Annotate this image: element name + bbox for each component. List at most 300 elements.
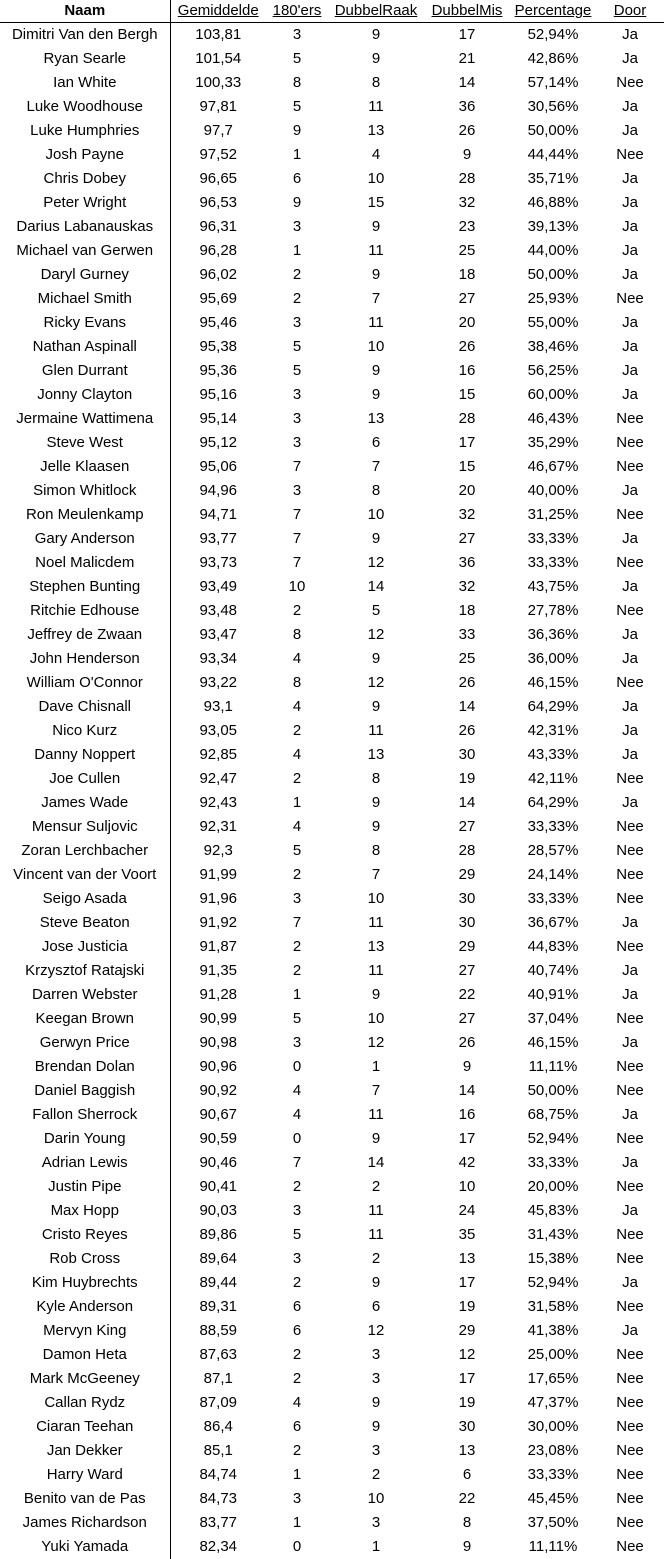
double-miss-cell[interactable]: 28: [458, 170, 476, 187]
average-cell[interactable]: 93,1: [203, 698, 233, 715]
percentage-cell[interactable]: 46,67%: [527, 458, 579, 475]
180s-cell[interactable]: 5: [292, 842, 302, 859]
double-miss-cell[interactable]: 19: [458, 1394, 476, 1411]
double-miss-cell[interactable]: 29: [458, 938, 476, 955]
average-cell[interactable]: 101,54: [195, 50, 242, 67]
double-hit-cell[interactable]: 13: [367, 746, 385, 763]
name-cell[interactable]: Kim Huybrechts: [0, 1271, 170, 1295]
door-cell[interactable]: Nee: [616, 1298, 644, 1315]
door-cell[interactable]: Ja: [622, 578, 638, 595]
column-header-percentage[interactable]: Percentage: [510, 0, 596, 23]
180s-cell[interactable]: 0: [292, 1538, 302, 1555]
double-miss-cell[interactable]: 14: [458, 698, 476, 715]
180s-cell[interactable]: 9: [292, 122, 302, 139]
double-hit-cell[interactable]: 10: [367, 890, 385, 907]
180s-cell[interactable]: 4: [292, 1106, 302, 1123]
door-cell[interactable]: Nee: [616, 938, 644, 955]
name-cell[interactable]: Michael Smith: [0, 287, 170, 311]
180s-cell[interactable]: 1: [292, 794, 302, 811]
name-cell[interactable]: Josh Payne: [0, 143, 170, 167]
double-miss-cell[interactable]: 36: [458, 98, 476, 115]
180s-cell[interactable]: 2: [292, 938, 302, 955]
double-hit-cell[interactable]: 9: [371, 1274, 381, 1291]
name-cell[interactable]: Fallon Sherrock: [0, 1103, 170, 1127]
double-miss-cell[interactable]: 24: [458, 1202, 476, 1219]
percentage-cell[interactable]: 46,43%: [527, 410, 579, 427]
name-cell[interactable]: Jelle Klaasen: [0, 455, 170, 479]
double-hit-cell[interactable]: 7: [371, 458, 381, 475]
door-cell[interactable]: Ja: [622, 170, 638, 187]
average-cell[interactable]: 94,96: [199, 482, 238, 499]
average-cell[interactable]: 92,85: [199, 746, 238, 763]
door-cell[interactable]: Ja: [622, 266, 638, 283]
double-miss-cell[interactable]: 35: [458, 1226, 476, 1243]
double-hit-cell[interactable]: 9: [371, 794, 381, 811]
door-cell[interactable]: Nee: [616, 1346, 644, 1363]
average-cell[interactable]: 90,98: [199, 1034, 238, 1051]
180s-cell[interactable]: 2: [292, 1178, 302, 1195]
double-hit-cell[interactable]: 6: [371, 1298, 381, 1315]
name-cell[interactable]: Gary Anderson: [0, 527, 170, 551]
name-cell[interactable]: Callan Rydz: [0, 1391, 170, 1415]
average-cell[interactable]: 87,63: [199, 1346, 238, 1363]
double-hit-cell[interactable]: 7: [371, 290, 381, 307]
double-miss-cell[interactable]: 17: [458, 434, 476, 451]
180s-cell[interactable]: 2: [292, 962, 302, 979]
name-cell[interactable]: Steve Beaton: [0, 911, 170, 935]
door-cell[interactable]: Ja: [622, 338, 638, 355]
door-cell[interactable]: Ja: [622, 914, 638, 931]
name-cell[interactable]: Jeffrey de Zwaan: [0, 623, 170, 647]
double-hit-cell[interactable]: 3: [371, 1442, 381, 1459]
double-hit-cell[interactable]: 9: [371, 266, 381, 283]
percentage-cell[interactable]: 23,08%: [527, 1442, 579, 1459]
180s-cell[interactable]: 10: [288, 578, 306, 595]
180s-cell[interactable]: 3: [292, 1202, 302, 1219]
average-cell[interactable]: 84,74: [199, 1466, 238, 1483]
double-miss-cell[interactable]: 19: [458, 770, 476, 787]
percentage-cell[interactable]: 47,37%: [527, 1394, 579, 1411]
name-cell[interactable]: Ritchie Edhouse: [0, 599, 170, 623]
double-miss-cell[interactable]: 30: [458, 914, 476, 931]
name-cell[interactable]: Simon Whitlock: [0, 479, 170, 503]
double-hit-cell[interactable]: 11: [368, 1202, 384, 1219]
double-miss-cell[interactable]: 17: [458, 1370, 476, 1387]
average-cell[interactable]: 89,86: [199, 1226, 238, 1243]
percentage-cell[interactable]: 35,71%: [527, 170, 579, 187]
double-miss-cell[interactable]: 18: [458, 602, 476, 619]
door-cell[interactable]: Ja: [622, 122, 638, 139]
180s-cell[interactable]: 2: [292, 602, 302, 619]
double-miss-cell[interactable]: 13: [458, 1250, 476, 1267]
door-cell[interactable]: Ja: [622, 746, 638, 763]
double-hit-cell[interactable]: 8: [371, 482, 381, 499]
column-header-180ers[interactable]: 180'ers: [266, 0, 328, 23]
percentage-cell[interactable]: 33,33%: [527, 818, 579, 835]
average-cell[interactable]: 95,69: [199, 290, 238, 307]
percentage-cell[interactable]: 31,25%: [527, 506, 579, 523]
double-hit-cell[interactable]: 2: [371, 1178, 381, 1195]
door-cell[interactable]: Nee: [616, 554, 644, 571]
double-miss-cell[interactable]: 9: [462, 1058, 472, 1075]
percentage-cell[interactable]: 42,31%: [527, 722, 579, 739]
double-hit-cell[interactable]: 1: [371, 1058, 381, 1075]
180s-cell[interactable]: 7: [292, 506, 302, 523]
double-miss-cell[interactable]: 27: [458, 290, 476, 307]
180s-cell[interactable]: 0: [292, 1058, 302, 1075]
double-hit-cell[interactable]: 8: [371, 770, 381, 787]
double-hit-cell[interactable]: 9: [371, 650, 381, 667]
average-cell[interactable]: 90,67: [199, 1106, 238, 1123]
name-cell[interactable]: Dave Chisnall: [0, 695, 170, 719]
door-cell[interactable]: Nee: [616, 1490, 644, 1507]
double-hit-cell[interactable]: 7: [371, 866, 381, 883]
average-cell[interactable]: 93,34: [199, 650, 238, 667]
door-cell[interactable]: Ja: [622, 386, 638, 403]
door-cell[interactable]: Nee: [616, 866, 644, 883]
name-cell[interactable]: Daniel Baggish: [0, 1079, 170, 1103]
180s-cell[interactable]: 4: [292, 1394, 302, 1411]
double-miss-cell[interactable]: 13: [458, 1442, 476, 1459]
door-cell[interactable]: Nee: [616, 1370, 644, 1387]
average-cell[interactable]: 90,99: [199, 1010, 238, 1027]
double-hit-cell[interactable]: 10: [367, 1490, 385, 1507]
percentage-cell[interactable]: 30,00%: [527, 1418, 579, 1435]
name-cell[interactable]: Justin Pipe: [0, 1175, 170, 1199]
double-hit-cell[interactable]: 11: [368, 1226, 384, 1243]
percentage-cell[interactable]: 44,83%: [527, 938, 579, 955]
name-cell[interactable]: Jose Justicia: [0, 935, 170, 959]
door-cell[interactable]: Ja: [622, 698, 638, 715]
name-cell[interactable]: Jonny Clayton: [0, 383, 170, 407]
door-cell[interactable]: Nee: [616, 1130, 644, 1147]
double-miss-cell[interactable]: 27: [458, 962, 476, 979]
double-hit-cell[interactable]: 9: [371, 530, 381, 547]
percentage-cell[interactable]: 33,33%: [527, 530, 579, 547]
average-cell[interactable]: 87,09: [199, 1394, 238, 1411]
name-cell[interactable]: Luke Humphries: [0, 119, 170, 143]
name-cell[interactable]: Seigo Asada: [0, 887, 170, 911]
percentage-cell[interactable]: 50,00%: [527, 266, 579, 283]
name-cell[interactable]: Dimitri Van den Bergh: [0, 23, 170, 48]
door-cell[interactable]: Ja: [622, 98, 638, 115]
door-cell[interactable]: Nee: [616, 1250, 644, 1267]
180s-cell[interactable]: 3: [292, 1034, 302, 1051]
door-cell[interactable]: Ja: [622, 362, 638, 379]
180s-cell[interactable]: 4: [292, 746, 302, 763]
name-cell[interactable]: Mensur Suljovic: [0, 815, 170, 839]
double-hit-cell[interactable]: 11: [368, 962, 384, 979]
door-cell[interactable]: Nee: [616, 506, 644, 523]
180s-cell[interactable]: 6: [292, 1298, 302, 1315]
percentage-cell[interactable]: 31,43%: [527, 1226, 579, 1243]
door-cell[interactable]: Ja: [622, 530, 638, 547]
percentage-cell[interactable]: 40,00%: [527, 482, 579, 499]
double-hit-cell[interactable]: 3: [371, 1514, 381, 1531]
column-header-naam[interactable]: Naam: [0, 0, 170, 23]
percentage-cell[interactable]: 11,11%: [528, 1538, 578, 1555]
percentage-cell[interactable]: 36,36%: [527, 626, 579, 643]
average-cell[interactable]: 95,16: [199, 386, 238, 403]
double-hit-cell[interactable]: 12: [367, 674, 385, 691]
average-cell[interactable]: 94,71: [199, 506, 238, 523]
average-cell[interactable]: 95,14: [199, 410, 238, 427]
door-cell[interactable]: Ja: [622, 1154, 638, 1171]
180s-cell[interactable]: 3: [292, 890, 302, 907]
average-cell[interactable]: 92,43: [199, 794, 238, 811]
name-cell[interactable]: Darren Webster: [0, 983, 170, 1007]
180s-cell[interactable]: 2: [292, 770, 302, 787]
double-miss-cell[interactable]: 26: [458, 674, 476, 691]
door-cell[interactable]: Nee: [616, 434, 644, 451]
door-cell[interactable]: Nee: [616, 842, 644, 859]
double-hit-cell[interactable]: 12: [367, 1322, 385, 1339]
double-miss-cell[interactable]: 9: [462, 146, 472, 163]
name-cell[interactable]: Darin Young: [0, 1127, 170, 1151]
average-cell[interactable]: 95,36: [199, 362, 238, 379]
180s-cell[interactable]: 3: [292, 26, 302, 43]
180s-cell[interactable]: 0: [292, 1130, 302, 1147]
double-hit-cell[interactable]: 5: [371, 602, 381, 619]
double-miss-cell[interactable]: 20: [458, 482, 476, 499]
percentage-cell[interactable]: 33,33%: [527, 1466, 579, 1483]
door-cell[interactable]: Ja: [622, 626, 638, 643]
name-cell[interactable]: Steve West: [0, 431, 170, 455]
door-cell[interactable]: Nee: [616, 1058, 644, 1075]
double-miss-cell[interactable]: 32: [458, 506, 476, 523]
double-hit-cell[interactable]: 13: [367, 122, 385, 139]
average-cell[interactable]: 100,33: [195, 74, 242, 91]
percentage-cell[interactable]: 40,74%: [527, 962, 579, 979]
double-hit-cell[interactable]: 11: [368, 722, 384, 739]
average-cell[interactable]: 93,05: [199, 722, 238, 739]
180s-cell[interactable]: 2: [292, 1274, 302, 1291]
180s-cell[interactable]: 3: [292, 434, 302, 451]
name-cell[interactable]: Gerwyn Price: [0, 1031, 170, 1055]
double-miss-cell[interactable]: 9: [462, 1538, 472, 1555]
180s-cell[interactable]: 3: [292, 218, 302, 235]
180s-cell[interactable]: 7: [292, 914, 302, 931]
average-cell[interactable]: 90,92: [199, 1082, 238, 1099]
180s-cell[interactable]: 4: [292, 650, 302, 667]
double-miss-cell[interactable]: 20: [458, 314, 476, 331]
average-cell[interactable]: 93,49: [199, 578, 238, 595]
double-miss-cell[interactable]: 25: [458, 242, 476, 259]
average-cell[interactable]: 90,46: [199, 1154, 238, 1171]
180s-cell[interactable]: 2: [292, 1370, 302, 1387]
percentage-cell[interactable]: 15,38%: [527, 1250, 579, 1267]
door-cell[interactable]: Ja: [622, 962, 638, 979]
name-cell[interactable]: Max Hopp: [0, 1199, 170, 1223]
double-hit-cell[interactable]: 3: [371, 1346, 381, 1363]
double-miss-cell[interactable]: 36: [458, 554, 476, 571]
double-hit-cell[interactable]: 15: [367, 194, 385, 211]
door-cell[interactable]: Ja: [622, 314, 638, 331]
double-miss-cell[interactable]: 26: [458, 338, 476, 355]
name-cell[interactable]: Ricky Evans: [0, 311, 170, 335]
double-miss-cell[interactable]: 21: [458, 50, 476, 67]
average-cell[interactable]: 97,7: [203, 122, 233, 139]
average-cell[interactable]: 96,65: [199, 170, 238, 187]
double-miss-cell[interactable]: 32: [458, 194, 476, 211]
180s-cell[interactable]: 5: [292, 1226, 302, 1243]
door-cell[interactable]: Nee: [616, 818, 644, 835]
average-cell[interactable]: 95,38: [199, 338, 238, 355]
name-cell[interactable]: Jermaine Wattimena: [0, 407, 170, 431]
name-cell[interactable]: Harry Ward: [0, 1463, 170, 1487]
door-cell[interactable]: Nee: [616, 1514, 644, 1531]
double-miss-cell[interactable]: 26: [458, 122, 476, 139]
door-cell[interactable]: Nee: [616, 1466, 644, 1483]
name-cell[interactable]: Keegan Brown: [0, 1007, 170, 1031]
double-miss-cell[interactable]: 42: [458, 1154, 476, 1171]
door-cell[interactable]: Ja: [622, 1274, 638, 1291]
double-miss-cell[interactable]: 27: [458, 530, 476, 547]
percentage-cell[interactable]: 28,57%: [527, 842, 579, 859]
percentage-cell[interactable]: 42,11%: [528, 770, 578, 787]
180s-cell[interactable]: 3: [292, 410, 302, 427]
percentage-cell[interactable]: 68,75%: [527, 1106, 579, 1123]
180s-cell[interactable]: 2: [292, 866, 302, 883]
double-hit-cell[interactable]: 9: [371, 698, 381, 715]
average-cell[interactable]: 96,53: [199, 194, 238, 211]
double-hit-cell[interactable]: 10: [367, 506, 385, 523]
door-cell[interactable]: Nee: [616, 674, 644, 691]
double-hit-cell[interactable]: 6: [371, 434, 381, 451]
door-cell[interactable]: Ja: [622, 26, 638, 43]
180s-cell[interactable]: 2: [292, 266, 302, 283]
double-hit-cell[interactable]: 11: [368, 242, 384, 259]
door-cell[interactable]: Nee: [616, 410, 644, 427]
average-cell[interactable]: 90,41: [199, 1178, 238, 1195]
double-miss-cell[interactable]: 14: [458, 794, 476, 811]
percentage-cell[interactable]: 20,00%: [527, 1178, 579, 1195]
average-cell[interactable]: 91,99: [199, 866, 238, 883]
double-hit-cell[interactable]: 7: [371, 1082, 381, 1099]
name-cell[interactable]: Nico Kurz: [0, 719, 170, 743]
double-miss-cell[interactable]: 29: [458, 1322, 476, 1339]
name-cell[interactable]: John Henderson: [0, 647, 170, 671]
name-cell[interactable]: James Richardson: [0, 1511, 170, 1535]
average-cell[interactable]: 95,06: [199, 458, 238, 475]
double-hit-cell[interactable]: 10: [367, 1010, 385, 1027]
double-miss-cell[interactable]: 17: [458, 1274, 476, 1291]
double-hit-cell[interactable]: 10: [367, 170, 385, 187]
average-cell[interactable]: 91,96: [199, 890, 238, 907]
average-cell[interactable]: 92,47: [199, 770, 238, 787]
door-cell[interactable]: Nee: [616, 770, 644, 787]
double-hit-cell[interactable]: 12: [367, 1034, 385, 1051]
double-hit-cell[interactable]: 9: [371, 218, 381, 235]
double-miss-cell[interactable]: 14: [458, 74, 476, 91]
percentage-cell[interactable]: 37,04%: [527, 1010, 579, 1027]
name-cell[interactable]: Ron Meulenkamp: [0, 503, 170, 527]
average-cell[interactable]: 103,81: [195, 26, 242, 43]
name-cell[interactable]: Adrian Lewis: [0, 1151, 170, 1175]
average-cell[interactable]: 91,87: [199, 938, 238, 955]
average-cell[interactable]: 83,77: [199, 1514, 238, 1531]
double-hit-cell[interactable]: 9: [371, 1130, 381, 1147]
double-hit-cell[interactable]: 4: [371, 146, 381, 163]
door-cell[interactable]: Nee: [616, 1178, 644, 1195]
percentage-cell[interactable]: 25,93%: [527, 290, 579, 307]
average-cell[interactable]: 91,92: [199, 914, 238, 931]
double-miss-cell[interactable]: 12: [458, 1346, 476, 1363]
180s-cell[interactable]: 6: [292, 1418, 302, 1435]
name-cell[interactable]: Cristo Reyes: [0, 1223, 170, 1247]
door-cell[interactable]: Ja: [622, 986, 638, 1003]
double-hit-cell[interactable]: 3: [371, 1370, 381, 1387]
double-hit-cell[interactable]: 14: [367, 578, 385, 595]
name-cell[interactable]: Jan Dekker: [0, 1439, 170, 1463]
double-hit-cell[interactable]: 11: [368, 1106, 384, 1123]
name-cell[interactable]: Michael van Gerwen: [0, 239, 170, 263]
average-cell[interactable]: 95,46: [199, 314, 238, 331]
180s-cell[interactable]: 6: [292, 1322, 302, 1339]
double-hit-cell[interactable]: 9: [371, 1394, 381, 1411]
name-cell[interactable]: Daryl Gurney: [0, 263, 170, 287]
percentage-cell[interactable]: 43,75%: [527, 578, 579, 595]
average-cell[interactable]: 86,4: [203, 1418, 233, 1435]
average-cell[interactable]: 90,03: [199, 1202, 238, 1219]
door-cell[interactable]: Nee: [616, 1394, 644, 1411]
percentage-cell[interactable]: 33,33%: [527, 1154, 579, 1171]
average-cell[interactable]: 85,1: [203, 1442, 233, 1459]
percentage-cell[interactable]: 36,00%: [527, 650, 579, 667]
180s-cell[interactable]: 5: [292, 50, 302, 67]
average-cell[interactable]: 84,73: [199, 1490, 238, 1507]
double-miss-cell[interactable]: 15: [458, 386, 476, 403]
door-cell[interactable]: Ja: [622, 722, 638, 739]
percentage-cell[interactable]: 44,44%: [527, 146, 579, 163]
percentage-cell[interactable]: 42,86%: [527, 50, 579, 67]
double-hit-cell[interactable]: 2: [371, 1250, 381, 1267]
double-miss-cell[interactable]: 23: [458, 218, 476, 235]
180s-cell[interactable]: 7: [292, 554, 302, 571]
door-cell[interactable]: Nee: [616, 74, 644, 91]
name-cell[interactable]: Mervyn King: [0, 1319, 170, 1343]
180s-cell[interactable]: 4: [292, 1082, 302, 1099]
percentage-cell[interactable]: 11,11%: [528, 1058, 578, 1075]
door-cell[interactable]: Ja: [622, 1202, 638, 1219]
180s-cell[interactable]: 1: [292, 1514, 302, 1531]
double-miss-cell[interactable]: 33: [458, 626, 476, 643]
percentage-cell[interactable]: 50,00%: [527, 1082, 579, 1099]
name-cell[interactable]: Ian White: [0, 71, 170, 95]
name-cell[interactable]: Brendan Dolan: [0, 1055, 170, 1079]
average-cell[interactable]: 96,02: [199, 266, 238, 283]
name-cell[interactable]: Krzysztof Ratajski: [0, 959, 170, 983]
180s-cell[interactable]: 7: [292, 458, 302, 475]
name-cell[interactable]: Chris Dobey: [0, 167, 170, 191]
percentage-cell[interactable]: 27,78%: [527, 602, 579, 619]
180s-cell[interactable]: 8: [292, 626, 302, 643]
180s-cell[interactable]: 5: [292, 362, 302, 379]
double-miss-cell[interactable]: 18: [458, 266, 476, 283]
percentage-cell[interactable]: 45,83%: [527, 1202, 579, 1219]
double-hit-cell[interactable]: 2: [371, 1466, 381, 1483]
180s-cell[interactable]: 1: [292, 986, 302, 1003]
percentage-cell[interactable]: 35,29%: [527, 434, 579, 451]
name-cell[interactable]: Zoran Lerchbacher: [0, 839, 170, 863]
percentage-cell[interactable]: 52,94%: [527, 1130, 579, 1147]
double-miss-cell[interactable]: 22: [458, 1490, 476, 1507]
average-cell[interactable]: 97,52: [199, 146, 238, 163]
double-miss-cell[interactable]: 14: [458, 1082, 476, 1099]
name-cell[interactable]: Ciaran Teehan: [0, 1415, 170, 1439]
name-cell[interactable]: Darius Labanauskas: [0, 215, 170, 239]
percentage-cell[interactable]: 64,29%: [527, 698, 579, 715]
